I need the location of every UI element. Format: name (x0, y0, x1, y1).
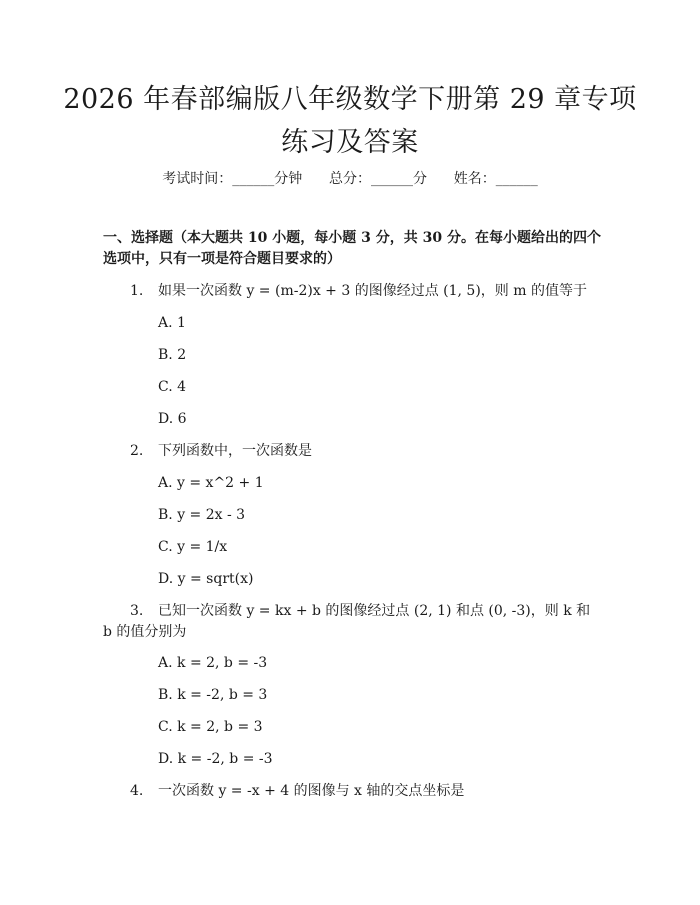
option-d: D. k = -2, b = -3 (158, 751, 273, 767)
score-blank: ______ (371, 171, 413, 187)
question-text: 下列函数中，一次函数是 (158, 443, 312, 459)
option-c: C. k = 2, b = 3 (158, 719, 263, 735)
option-a: A. k = 2, b = -3 (158, 655, 268, 671)
option-a: A. y = x^2 + 1 (158, 475, 264, 491)
time-blank: ______ (232, 171, 275, 187)
question-number: 3. (130, 603, 144, 619)
question-number: 4. (130, 783, 144, 799)
exam-meta (0, 168, 700, 188)
question-number: 2. (130, 443, 144, 459)
document-title: 2026 年春部编版八年级数学下册第 29 章专项练习及答案 (63, 84, 637, 158)
option-c: C. y = 1/x (158, 539, 228, 555)
option-d: D. 6 (158, 411, 187, 427)
name-blank: ______ (495, 171, 538, 187)
question-number: 1. (130, 283, 144, 299)
score-unit: 分 (413, 171, 427, 187)
question-text: 已知一次函数 y = kx + b 的图像经过点 (2, 1) 和点 (0, -3)，则 k 和 b 的值分别为 (103, 603, 591, 640)
question-4 (103, 781, 603, 802)
name-label: 姓名： (453, 171, 496, 187)
question-text: 一次函数 y = -x + 4 的图像与 x 轴的交点坐标是 (158, 783, 465, 799)
option-d: D. y = sqrt(x) (158, 571, 254, 587)
time-label: 考试时间： (162, 171, 233, 187)
question-3 (103, 601, 603, 643)
time-unit: 分钟 (274, 171, 303, 187)
option-b: B. 2 (158, 347, 187, 363)
option-b: B. y = 2x - 3 (158, 507, 246, 523)
option-c: C. 4 (158, 379, 187, 395)
option-b: B. k = -2, b = 3 (158, 687, 268, 703)
question-text: 如果一次函数 y = (m-2)x + 3 的图像经过点 (1, 5)，则 m 的值等于 (158, 283, 587, 299)
option-a: A. 1 (158, 315, 186, 331)
question-1 (103, 281, 603, 302)
question-2 (103, 441, 603, 462)
section-heading: 一、选择题（本大题共 10 小题，每小题 3 分，共 30 分。在每小题给出的四个选项中，只有一项是符合题目要求的） (103, 230, 601, 267)
score-label: 总分： (329, 171, 371, 187)
